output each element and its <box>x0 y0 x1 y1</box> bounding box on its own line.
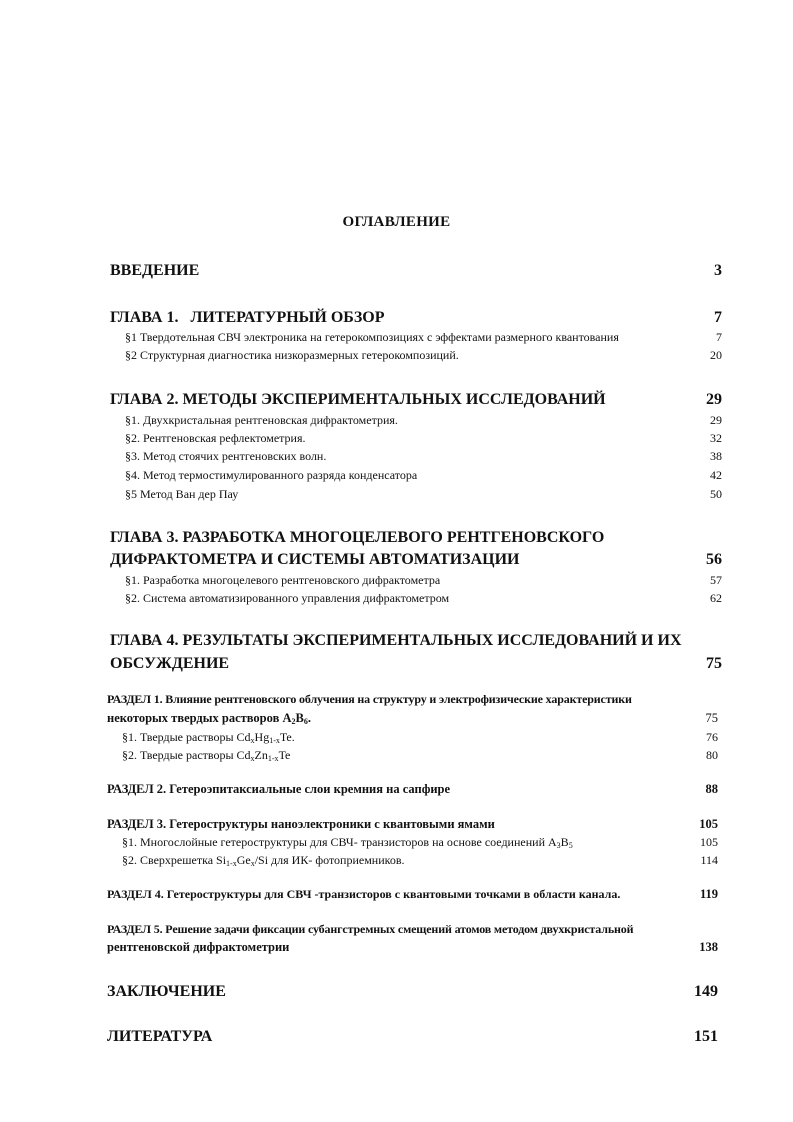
toc-conclusion-label: ЗАКЛЮЧЕНИЕ <box>107 983 226 1000</box>
toc-part-1-line2: некоторых твердых растворов $A_2B_6$. <box>107 711 311 726</box>
toc-part-1-line1: РАЗДЕЛ 1. Влияние рентгеновского облучения на структуру и электрофизические характеристики <box>107 692 632 706</box>
toc-chapter-3-line1: ГЛАВА 3. РАЗРАБОТКА МНОГОЦЕЛЕВОГО РЕНТГЕНОВСКОГО <box>110 529 605 546</box>
toc-section <box>125 330 722 345</box>
toc-part-1 <box>107 711 718 726</box>
toc-section-page: 42 <box>710 468 722 482</box>
toc-chapter-4 <box>110 655 722 673</box>
toc-chapter-3-line2: ДИФРАКТОМЕТРА И СИСТЕМЫ АВТОМАТИЗАЦИИ <box>110 551 520 568</box>
toc-conclusion <box>107 983 718 1001</box>
toc-part-4-label: РАЗДЕЛ 4. Гетероструктуры для СВЧ -транзисторов с квантовыми точками в области канала. <box>107 887 621 901</box>
toc-part-3-label: РАЗДЕЛ 3. Гетероструктуры наноэлектроники с квантовыми ямами <box>107 817 495 831</box>
toc-chapter-4-page: 75 <box>706 655 722 672</box>
toc-section-label: §2. Система автоматизированного управления дифрактометром <box>125 591 450 605</box>
toc-section-page: 114 <box>700 853 718 867</box>
toc-section <box>125 413 722 428</box>
toc-chapter-1 <box>110 309 722 327</box>
toc-conclusion-page: 149 <box>694 983 718 1000</box>
toc-section-page: 29 <box>710 413 722 427</box>
toc-part-2-page: 88 <box>705 782 718 796</box>
toc-section-label: §5 Метод Ван дер Пау <box>125 487 239 501</box>
toc-chapter-4-line1: ГЛАВА 4. РЕЗУЛЬТАТЫ ЭКСПЕРИМЕНТАЛЬНЫХ ИССЛЕДОВАНИЙ И ИХ <box>110 632 682 649</box>
toc-section <box>125 487 722 502</box>
toc-part-5 <box>107 940 718 955</box>
toc-section <box>122 748 718 763</box>
toc-chapter-1-label: ГЛАВА 1. ЛИТЕРАТУРНЫЙ ОБЗОР <box>110 309 385 326</box>
toc-literature <box>107 1028 718 1046</box>
toc-section <box>125 468 722 483</box>
toc-part-5-line1: РАЗДЕЛ 5. Решение задачи фиксации субангстремных смещений атомов методом двухкристальной <box>107 922 634 936</box>
toc-title: ОГЛАВЛЕНИЕ <box>342 214 451 230</box>
toc-section-label: §1 Твердотельная СВЧ электроника на гетерокомпозициях с эффектами размерного квантования <box>125 330 619 344</box>
toc-chapter-1-page: 7 <box>714 309 722 326</box>
toc-section <box>122 730 718 745</box>
toc-section-label: §1. Многослойные гетероструктуры для СВЧ- транзисторов на основе соединений $A_3B_5$ <box>122 835 573 850</box>
toc-section <box>122 835 718 850</box>
toc-section-page: 62 <box>710 591 722 605</box>
toc-part-2 <box>107 782 718 797</box>
toc-section <box>125 591 722 606</box>
toc-part-5-page: 138 <box>699 940 718 954</box>
toc-part-3 <box>107 817 718 832</box>
toc-section-page: 50 <box>710 487 722 501</box>
toc-section-label: §2. Рентгеновская рефлектометрия. <box>125 431 306 445</box>
toc-intro-label: ВВЕДЕНИЕ <box>110 262 200 279</box>
toc-section-page: 57 <box>710 573 722 587</box>
toc-chapter-2-label: ГЛАВА 2. МЕТОДЫ ЭКСПЕРИМЕНТАЛЬНЫХ ИССЛЕДОВАНИЙ <box>110 391 606 408</box>
toc-chapter-2 <box>110 391 722 409</box>
toc-chapter-4-line2: ОБСУЖДЕНИЕ <box>110 655 230 672</box>
toc-literature-label: ЛИТЕРАТУРА <box>107 1028 213 1045</box>
toc-section-label: §1. Двухкристальная рентгеновская дифрактометрия. <box>125 413 398 427</box>
toc-part-4-page: 119 <box>699 887 718 901</box>
toc-part-1-page: 75 <box>705 711 718 725</box>
toc-section <box>125 348 722 363</box>
toc-section-page: 38 <box>710 449 722 463</box>
toc-intro-page: 3 <box>714 262 722 279</box>
toc-section-page: 20 <box>710 348 722 362</box>
toc-section-page: 80 <box>706 748 718 762</box>
toc-section-label: §2. Сверхрешетка $Si_{1-x}Ge_x/Si$ для ИК- фотоприемников. <box>122 853 405 868</box>
toc-literature-page: 151 <box>694 1028 718 1045</box>
toc-section-page: 76 <box>706 730 718 744</box>
toc-section <box>125 449 722 464</box>
toc-section-label: §1. Разработка многоцелевого рентгеновского дифрактометра <box>125 573 441 587</box>
toc-section-label: §2 Структурная диагностика низкоразмерных гетерокомпозиций. <box>125 348 459 362</box>
toc-section <box>125 431 722 446</box>
toc-chapter-2-page: 29 <box>706 391 722 408</box>
toc-section-page: 7 <box>716 330 722 344</box>
toc-section-page: 32 <box>710 431 722 445</box>
toc-section-page: 105 <box>700 835 718 849</box>
toc-section-label: §1. Твердые растворы $Cd_xHg_{1-x}Te$. <box>122 730 295 745</box>
toc-section-label: §4. Метод термостимулированного разряда конденсатора <box>125 468 418 482</box>
toc-part-2-label: РАЗДЕЛ 2. Гетероэпитаксиальные слои кремния на сапфире <box>107 782 451 796</box>
toc-chapter-3 <box>110 551 722 569</box>
toc-section <box>125 573 722 588</box>
toc-part-4 <box>107 887 718 902</box>
toc-section-label: §2. Твердые растворы $Cd_xZn_{1-x}Te$ <box>122 748 291 763</box>
toc-section <box>122 853 718 868</box>
toc-section-label: §3. Метод стоячих рентгеновских волн. <box>125 449 327 463</box>
toc-chapter-3-page: 56 <box>706 551 722 568</box>
toc-part-5-line2: рентгеновской дифрактометрии <box>107 940 290 954</box>
toc-intro <box>110 262 722 280</box>
toc-part-3-page: 105 <box>699 817 718 831</box>
